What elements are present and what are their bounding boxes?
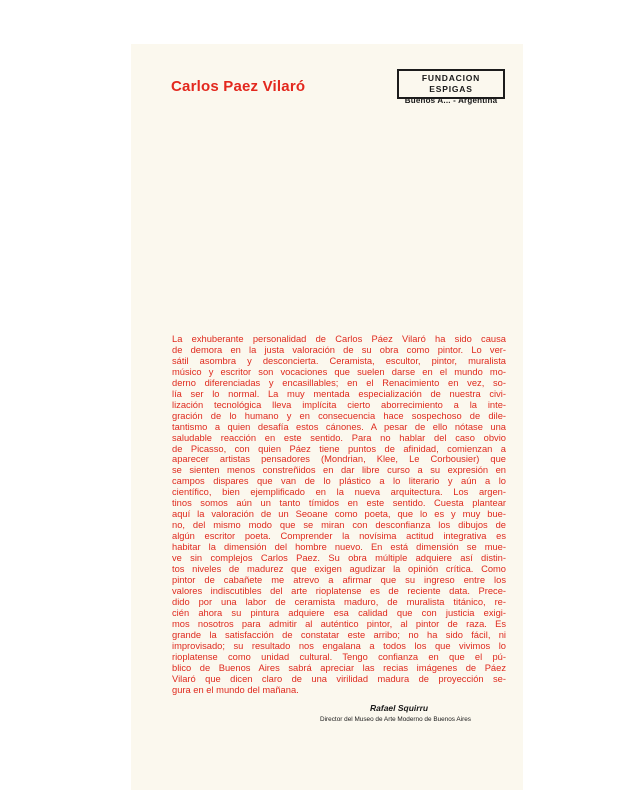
essay-line: algún escritor poeta. Comprender la novísima actitud integrativa es bbox=[172, 531, 506, 542]
essay-line: gura en el mundo del mañana. bbox=[172, 684, 299, 695]
essay-line: lización tecnológica lleva implícita cierto aborrecimiento a la inte- bbox=[172, 399, 506, 410]
essay-line: blico de Buenos Aires sabrá apreciar las recias imágenes de Páez bbox=[172, 662, 506, 673]
essay-line: grande la satisfacción de constatar este arribo; no ha sido fácil, ni bbox=[172, 629, 506, 640]
essay-line: sátil asombra y desconcierta. Ceramista, escultor, pintor, muralista bbox=[172, 355, 506, 366]
essay-line: tantismo a quien desafía estos cánones. A pesar de ello nótase una bbox=[172, 421, 506, 432]
essay-line: aquí la valoración de un Seoane como poeta, que lo es y muy bue- bbox=[172, 509, 506, 520]
essay-body bbox=[172, 334, 506, 695]
essay-line: La exhuberante personalidad de Carlos Páez Vilaró ha sido causa bbox=[172, 334, 506, 344]
essay-line: gración de lo humano y en consecuencia hace sospechoso de dile- bbox=[172, 410, 506, 421]
essay-line: cién ahora su pintura adquiere esa calidad que con justicia exigi- bbox=[172, 607, 506, 618]
essay-line: músico y escritor son vocaciones que suelen darse en el mundo mo- bbox=[172, 366, 506, 377]
essay-line: rioplatense como unidad cultural. Tengo confianza en que el pú- bbox=[172, 651, 506, 662]
essay-line: de Picasso, con quien Páez tiene puntos de afinidad, comienzan a bbox=[172, 443, 506, 454]
essay-line: campos dispares que van de lo plástico a lo literario y aún a lo bbox=[172, 476, 506, 487]
page-title: Carlos Paez Vilaró bbox=[171, 78, 306, 95]
essay-line: se sienten menos constreñidos en dar libre curso a su expresión en bbox=[172, 465, 506, 476]
essay-line: pintor de cabañete me atrevo a afirmar que su ingreso entre los bbox=[172, 574, 506, 585]
essay-line: tinos somos aún un tanto tímidos en este sentido. Cuesta plantear bbox=[172, 498, 506, 509]
stamp-line-2: Buenos A... - Argentina bbox=[404, 96, 498, 105]
author-name: Rafael Squirru bbox=[370, 703, 429, 713]
essay-line: ve sin complejos Carlos Paez. Su obra múltiple adquiere así distin- bbox=[172, 553, 506, 564]
essay-line: dido por una labor de ceramista maduro, de muralista titánico, re- bbox=[172, 596, 506, 607]
author-role: Director del Museo de Arte Moderno de Buenos Aires bbox=[320, 716, 471, 723]
essay-line: improvisado; su resultado nos engalana a todos los que vivimos lo bbox=[172, 640, 506, 651]
essay-line: valores indiscutibles del arte rioplatense es de reciente data. Prece- bbox=[172, 585, 506, 596]
library-stamp bbox=[397, 69, 505, 105]
essay-line: derno diferenciadas y encasillables; en el Renacimiento en vez, so- bbox=[172, 377, 506, 388]
essay-line: saludable reacción en este sentido. Para no hablar del caso obvio bbox=[172, 432, 506, 443]
essay-line: no, del mismo modo que se miran con desconfianza los dibujos de bbox=[172, 520, 506, 531]
essay-line: tos niveles de madurez que exigen agudizar la opinión crítica. Como bbox=[172, 564, 506, 575]
essay-line: mos nosotros para admitir al auténtico pintor, al pintor de raza. Es bbox=[172, 618, 506, 629]
essay-line: habitar la dimensión del hombre nuevo. En está dimensión se mue- bbox=[172, 542, 506, 553]
essay-line: científico, bien ejemplificado en la nueva arquitectura. Los argen- bbox=[172, 487, 506, 498]
essay-line: Vilaró que dicen claro de una virilidad madura de proyección se- bbox=[172, 673, 506, 684]
stamp-line-1: FUNDACION ESPIGAS bbox=[421, 73, 481, 94]
essay-line: lía ser lo normal. La muy mentada especialización de nuestra civi- bbox=[172, 388, 506, 399]
essay-line: de demora en la justa valoración de su obra como pintor. Lo ver- bbox=[172, 344, 506, 355]
essay-line: aparecer artistas pensadores (Mondrian, Klee, Le Corbousier) que bbox=[172, 454, 506, 465]
